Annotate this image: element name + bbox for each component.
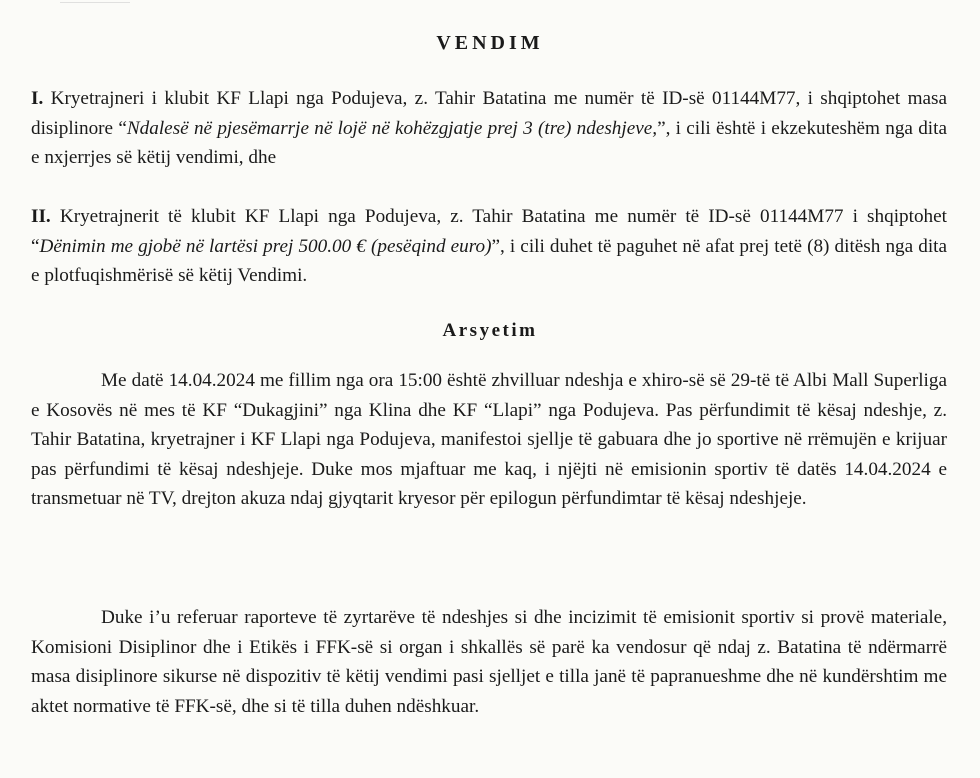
section-1-text-b: ”, i cili është i ekzekuteshëm nga dita e nxjerrjes së këtij vendimi, dhe [31, 117, 947, 168]
section-2-text-a: Kryetrajnerit të klubit KF Llapi nga Podujeva, z. Tahir Batatina me numër të ID-së 01144M77 i shqiptohet “ [31, 206, 947, 257]
decision-title: VENDIM [436, 32, 544, 54]
section-1 [31, 84, 947, 173]
section-1-penalty: Ndalesë në pjesëmarrje në lojë në kohëzgjatje prej 3 (tre) ndeshjeve, [126, 117, 658, 139]
reasoning-title: Arsyetim [442, 320, 538, 341]
section-2-number: II. [31, 206, 51, 227]
section-2 [31, 202, 947, 291]
section-1-number: I. [31, 88, 44, 109]
section-2-penalty: Dënimin me gjobë në lartësi prej 500.00 € (pesëqind euro) [39, 235, 492, 257]
reasoning-paragraph-1: Me datë 14.04.2024 me fillim nga ora 15:00 është zhvilluar ndeshja e xhiro-së së 29-të të Albi Mall Superliga e Kosovës në mes të KF “Dukagjini” nga Klina dhe KF “Llapi” nga Podujeva. Pas përfundimit të kësaj ndeshje, z. Tahir Batatina, kryetrajner i KF Llapi nga Podujeva, manifestoi sjellje të gabuara dhe jo sportive në rrëmujën e krijuar pas përfundimi të kësaj ndeshjeje. Duke mos mjaftuar me kaq, i njëjti në emisionin sportiv të datës 14.04.2024 e transmetuar në TV, drejton akuza ndaj gjyqtarit kryesor për epilogun përfundimtar të kësaj ndeshjeje. [31, 370, 947, 509]
section-1-text-a: Kryetrajneri i klubit KF Llapi nga Podujeva, z. Tahir Batatina me numër të ID-së 01144M77, i shqiptohet masa disiplinore “ [31, 88, 947, 139]
reasoning-paragraph-2: Duke i’u referuar raporteve të zyrtarëve të ndeshjes si dhe incizimit të emisionit sportiv si provë materiale, Komisioni Disiplinor dhe i Etikës i FFK-së si organ i shkallës së parë ka vendosur që ndaj z. Batatina të ndërmarrë masa disiplinore sikurse në dispozitiv të këtij vendimi pasi sjelljet e tilla janë të papranueshme dhe në kundërshtim me aktet normative të FFK-së, dhe si të tilla duhen ndëshkuar. [31, 607, 947, 717]
scan-edge-mark [60, 0, 130, 3]
section-2-text-b: ”, i cili duhet të paguhet në afat prej tetë (8) ditësh nga dita e plotfuqishmërisë së këtij Vendimi. [31, 235, 947, 286]
